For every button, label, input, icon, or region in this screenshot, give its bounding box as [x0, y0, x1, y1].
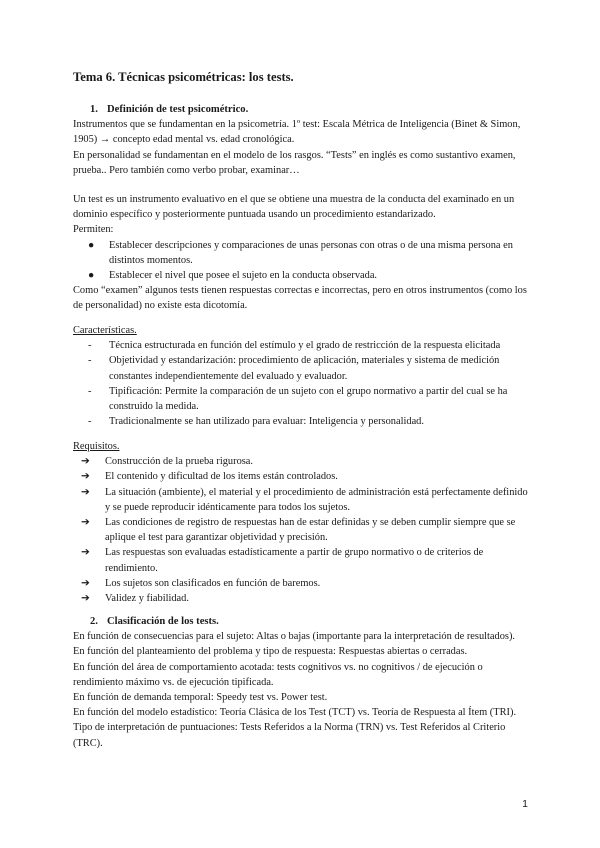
bullet-list — [73, 238, 533, 284]
list-item: - Tradicionalmente se han utilizado para evaluar: Inteligencia y personalidad. — [88, 416, 424, 428]
list-item: ➔ Construcción de la prueba rigurosa. — [81, 456, 254, 468]
section-definicion — [73, 102, 533, 178]
list-item: - Tipificación: Permite la comparación de un sujeto con el grupo normativo a partir del cual se ha construido la medida. — [88, 385, 508, 413]
list-item: - Técnica estructurada en función del estímulo y el grado de restricción de la respuesta elicitada — [88, 340, 501, 352]
list-item: ● Establecer el nivel que posee el sujeto en la conducta observada. — [88, 270, 378, 282]
page-number: 1 — [522, 798, 528, 810]
section-clasificacion — [73, 614, 533, 751]
paragraph: En función de demanda temporal: Speedy test vs. Power test. — [73, 692, 328, 704]
paragraph: Como “examen” algunos tests tienen respuestas correctas e incorrectas, pero en otros instrumentos (como los de personalidad) no existe esta dicotomía. — [73, 285, 527, 312]
section-heading: 2. Clasificación de los tests. — [90, 616, 219, 627]
paragraph: Permiten: — [73, 224, 114, 236]
caracteristicas-block — [73, 323, 533, 429]
list-item: ➔ Las condiciones de registro de respuestas han de estar definidas y se deben cumplir siempre que se aplique el test para garantizar objetividad y precisión. — [81, 517, 516, 544]
list-item: ➔ La situación (ambiente), el material y el procedimiento de administración está perfectamente definido y se puede reproducir idénticamente para todos los sujetos. — [81, 486, 528, 513]
subheading: Características. — [73, 325, 137, 336]
list-item: ➔ El contenido y dificultad de los items están controlados. — [81, 471, 338, 483]
test-definition-block — [73, 192, 533, 314]
page-title: Tema 6. Técnicas psicométricas: los tests. — [73, 70, 294, 84]
paragraph: En función del modelo estadístico: Teoría Clásica de los Test (TCT) vs. Teoría de Respuesta al Ítem (TRI). — [73, 707, 517, 719]
paragraph: Tipo de interpretación de puntuaciones: Tests Referidos a la Norma (TRN) vs. Test Referidos al Criterio (TRC). — [73, 722, 506, 749]
paragraph: Instrumentos que se fundamentan en la psicometría. 1º test: Escala Métrica de Inteligencia (Binet & Simon, 1905) → concepto edad mental vs. edad cronológica. — [73, 119, 521, 146]
paragraph: Un test es un instrumento evaluativo en el que se obtiene una muestra de la conducta del examinado en un dominio específico y posteriormente puntuada usando un procedimiento estandarizado. — [73, 194, 515, 221]
list-item: - Objetividad y estandarización: procedimiento de aplicación, materiales y sistema de medición constantes independientemente del evaluado y evaluador. — [88, 355, 500, 382]
requisitos-block — [73, 439, 533, 606]
paragraph: En función del área de comportamiento acotada: tests cognitivos vs. no cognitivos / de ejecución o rendimiento máximo vs. de ejecución tipificada. — [73, 661, 483, 688]
paragraph: En función del planteamiento del problema y tipo de respuesta: Respuestas abiertas o cerradas. — [73, 646, 468, 658]
section-heading: 1. Definición de test psicométrico. — [90, 104, 249, 115]
arrow-list — [73, 454, 533, 606]
subheading: Requisitos. — [73, 441, 120, 452]
paragraph: En personalidad se fundamentan en el modelo de los rasgos. “Tests” en inglés es como sustantivo examen, prueba.. Pero también como verbo probar, examinar… — [73, 149, 516, 176]
list-item: ➔ Las respuestas son evaluadas estadísticamente a partir de grupo normativo o de criterios de rendimiento. — [81, 547, 484, 574]
list-item: ➔ Los sujetos son clasificados en función de baremos. — [81, 577, 321, 589]
paragraph: En función de consecuencias para el sujeto: Altas o bajas (importante para la interpretación de resultados). — [73, 631, 516, 643]
list-item: ➔ Validez y fiabilidad. — [81, 593, 189, 605]
dash-list — [73, 338, 533, 429]
list-item: ● Establecer descripciones y comparaciones de unas personas con otras o de una misma persona en distintos momentos. — [88, 239, 513, 266]
